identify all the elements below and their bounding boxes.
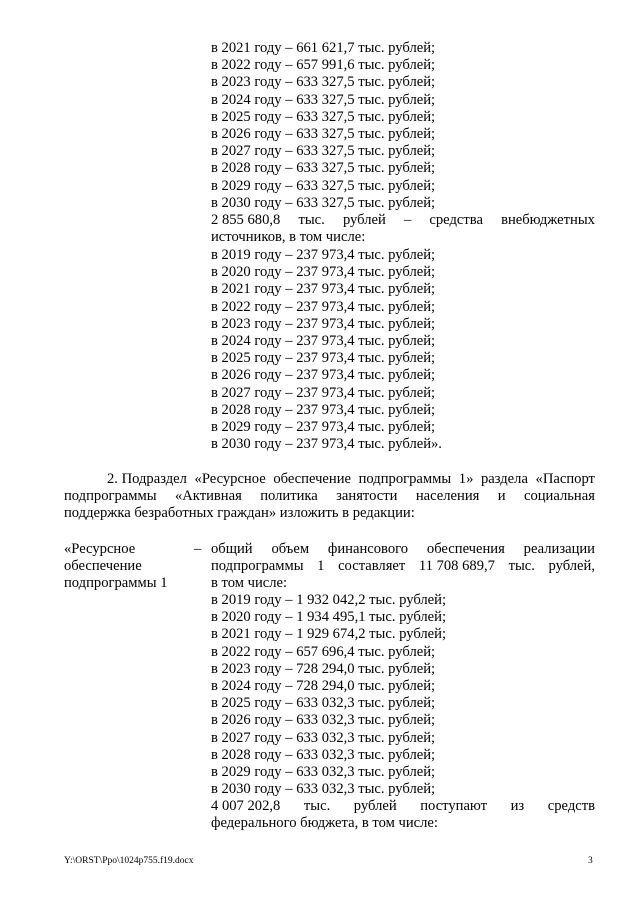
- word: раздела: [480, 471, 528, 487]
- year-amount-line: в 2024 году – 633 327,5 тыс. рублей;: [211, 91, 436, 108]
- word: населения: [415, 488, 480, 504]
- footer-file-path: Y:\ORST\Ppo\1024p755.f19.docx: [64, 856, 194, 866]
- word: средства: [429, 212, 483, 228]
- year-amount-line: в 2030 году – 633 032,3 тыс. рублей;: [211, 781, 436, 798]
- paragraph-2-line-3: поддержка безработных граждан» изложить в редакции:: [64, 505, 415, 521]
- word: рублей,: [548, 558, 595, 574]
- word: тыс.: [298, 212, 325, 228]
- word: «Паспорт: [535, 471, 595, 487]
- year-amount-line: в 2023 году – 237 973,4 тыс. рублей;: [211, 315, 436, 332]
- year-amount-line: в 2021 году – 1 929 674,2 тыс. рублей;: [211, 626, 447, 643]
- word: подпрограммы: [358, 471, 452, 487]
- word: 4 007 202,8: [211, 798, 281, 814]
- year-amount-line: в 2022 году – 657 696,4 тыс. рублей;: [211, 643, 436, 660]
- word: занятости: [336, 488, 398, 504]
- year-amount-line: в 2019 году – 1 932 042,2 тыс. рублей;: [211, 592, 447, 608]
- extrabudget-total-line: [211, 212, 595, 229]
- word: и: [497, 488, 506, 504]
- year-amount-line: в 2030 году – 633 327,5 тыс. рублей;: [211, 194, 436, 211]
- paragraph-2-line-2: [64, 488, 595, 505]
- word: 2. Подраздел: [107, 471, 187, 487]
- word: подпрограммы: [211, 558, 304, 574]
- resource-label-line-1: «Ресурсное: [64, 541, 136, 557]
- word: социальная: [523, 488, 595, 504]
- word: рублей: [353, 798, 397, 814]
- word: рублей: [342, 212, 386, 228]
- word: объем: [271, 541, 310, 557]
- year-amount-line: в 2024 году – 728 294,0 тыс. рублей;: [211, 678, 436, 694]
- year-amount-line: в 2029 году – 237 973,4 тыс. рублей;: [211, 419, 436, 435]
- year-amount-line: в 2025 году – 633 032,3 тыс. рублей;: [211, 695, 436, 712]
- word: –: [403, 212, 412, 228]
- word: тыс.: [303, 798, 331, 814]
- word: политика: [260, 488, 318, 504]
- federal-budget-line-2: федерального бюджета, в том числе:: [211, 815, 438, 831]
- year-amount-line: в 2028 году – 633 032,3 тыс. рублей;: [211, 746, 436, 763]
- year-amount-line: в 2021 году – 661 621,7 тыс. рублей;: [211, 40, 436, 56]
- year-amount-line: в 2025 году – 237 973,4 тыс. рублей;: [211, 350, 436, 367]
- year-amount-line: в 2023 году – 728 294,0 тыс. рублей;: [211, 660, 436, 677]
- extrabudget-sources-text: источников, в том числе:: [211, 229, 366, 245]
- word: внебюджетных: [501, 212, 595, 228]
- word: «Ресурсное: [194, 471, 266, 487]
- word: подпрограммы: [64, 488, 157, 504]
- year-amount-line: в 2026 году – 237 973,4 тыс. рублей;: [211, 367, 436, 384]
- word: 11 708 689,7: [418, 558, 495, 574]
- year-amount-line: в 2029 году – 633 327,5 тыс. рублей;: [211, 177, 436, 194]
- word: 2 855 680,8: [211, 212, 281, 228]
- year-amount-line: в 2023 году – 633 327,5 тыс. рублей;: [211, 74, 436, 91]
- year-amount-line: в 2022 году – 237 973,4 тыс. рублей;: [211, 298, 436, 315]
- year-amount-line: в 2019 году – 237 973,4 тыс. рублей;: [211, 247, 436, 263]
- resource-total-line-3: в том числе:: [211, 575, 288, 591]
- word: составляет: [338, 558, 406, 574]
- year-amount-line: в 2028 году – 237 973,4 тыс. рублей;: [211, 401, 436, 418]
- year-amount-line: в 2028 году – 633 327,5 тыс. рублей;: [211, 160, 436, 177]
- word: поступают: [420, 798, 488, 814]
- year-amount-line: в 2027 году – 633 032,3 тыс. рублей;: [211, 729, 436, 746]
- word: тыс.: [508, 558, 535, 574]
- federal-budget-line-1: [211, 798, 595, 815]
- year-amount-line: в 2021 году – 237 973,4 тыс. рублей;: [211, 281, 436, 298]
- word: обеспечение: [273, 471, 351, 487]
- word: 1»: [458, 471, 474, 487]
- resource-label-line-3: подпрограммы 1: [64, 575, 168, 591]
- resource-total-line-2: [211, 558, 595, 575]
- year-amount-line: в 2027 году – 237 973,4 тыс. рублей;: [211, 384, 436, 401]
- paragraph-2-line-1: [107, 471, 595, 488]
- footer-page-number: 3: [588, 856, 593, 866]
- resource-dash: –: [194, 541, 202, 557]
- resource-label-line-2: обеспечение: [64, 558, 142, 574]
- word: реализации: [523, 541, 595, 557]
- resource-total-line-1: [211, 541, 595, 558]
- word: общий: [211, 541, 253, 557]
- word: из: [510, 798, 525, 814]
- word: «Активная: [174, 488, 242, 504]
- year-amount-line: в 2022 году – 657 991,6 тыс. рублей;: [211, 57, 436, 74]
- word: обеспечения: [426, 541, 505, 557]
- year-amount-line: в 2029 году – 633 032,3 тыс. рублей;: [211, 764, 436, 780]
- year-amount-line: в 2020 году – 1 934 495,1 тыс. рублей;: [211, 609, 447, 626]
- word: средств: [547, 798, 595, 814]
- year-amount-line: в 2027 году – 633 327,5 тыс. рублей;: [211, 143, 436, 160]
- year-amount-line: в 2020 году – 237 973,4 тыс. рублей;: [211, 264, 436, 281]
- year-amount-line: в 2024 году – 237 973,4 тыс. рублей;: [211, 333, 436, 349]
- word: 1: [317, 558, 325, 574]
- year-amount-line: в 2025 году – 633 327,5 тыс. рублей;: [211, 108, 436, 125]
- year-amount-line: в 2030 году – 237 973,4 тыс. рублей».: [211, 436, 442, 453]
- word: финансового: [327, 541, 409, 557]
- year-amount-line: в 2026 году – 633 327,5 тыс. рублей;: [211, 126, 436, 142]
- year-amount-line: в 2026 году – 633 032,3 тыс. рублей;: [211, 712, 436, 729]
